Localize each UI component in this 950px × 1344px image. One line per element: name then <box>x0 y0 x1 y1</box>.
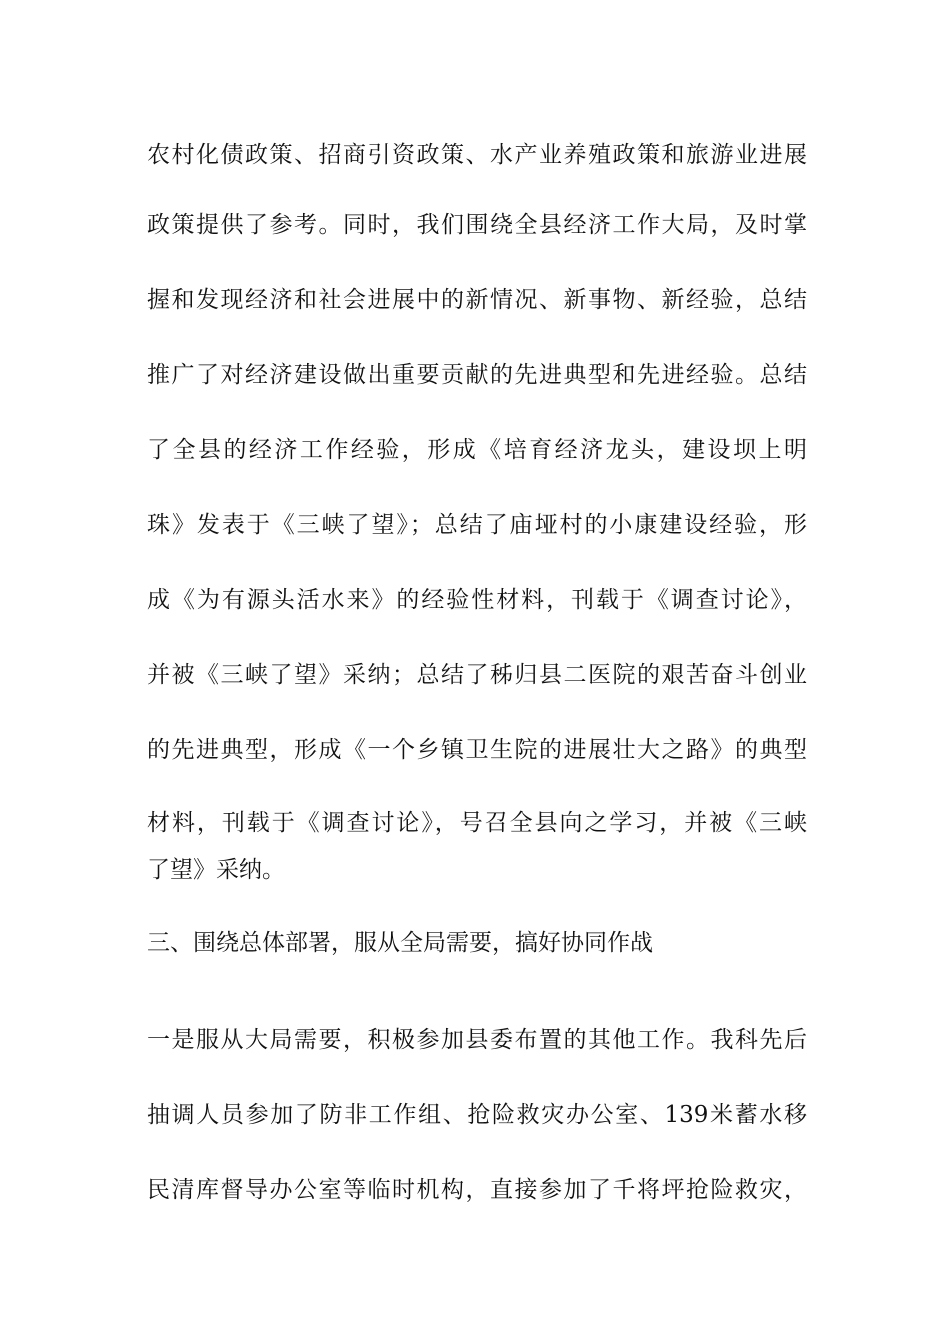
body-text-line: 握和发现经济和社会进展中的新情况、新事物、新经验，总结 <box>147 287 807 313</box>
section-heading: 三、围绕总体部署，服从全局需要，搞好协同作战 <box>147 930 653 956</box>
body-text-line: 农村化债政策、招商引资政策、水产业养殖政策和旅游业进展 <box>147 142 807 168</box>
body-text-line: 政策提供了参考。同时，我们围绕全县经济工作大局，及时掌 <box>147 212 807 238</box>
body-text-line: 并被《三峡了望》采纳；总结了秭归县二医院的艰苦奋斗创业 <box>147 662 807 688</box>
body-text-line: 珠》发表于《三峡了望》；总结了庙垭村的小康建设经验，形 <box>147 512 807 538</box>
body-text-line: 民清库督导办公室等临时机构，直接参加了千将坪抢险救灾， <box>147 1177 807 1203</box>
body-text-line: 了望》采纳。 <box>147 857 285 883</box>
body-text-line: 的先进典型，形成《一个乡镇卫生院的进展壮大之路》的典型 <box>147 737 807 763</box>
body-text-line: 成《为有源头活水来》的经验性材料，刊载于《调查讨论》， <box>147 587 807 613</box>
body-text-line: 推广了对经济建设做出重要贡献的先进典型和先进经验。总结 <box>147 362 807 388</box>
body-text-line: 了全县的经济工作经验，形成《培育经济龙头，建设坝上明 <box>147 437 807 463</box>
body-text-line: 一是服从大局需要，积极参加县委布置的其他工作。我科先后 <box>147 1027 807 1053</box>
body-text-line: 抽调人员参加了防非工作组、抢险救灾办公室、139米蓄水移 <box>147 1102 807 1128</box>
body-text-line: 材料，刊载于《调查讨论》，号召全县向之学习，并被《三峡 <box>147 810 807 836</box>
